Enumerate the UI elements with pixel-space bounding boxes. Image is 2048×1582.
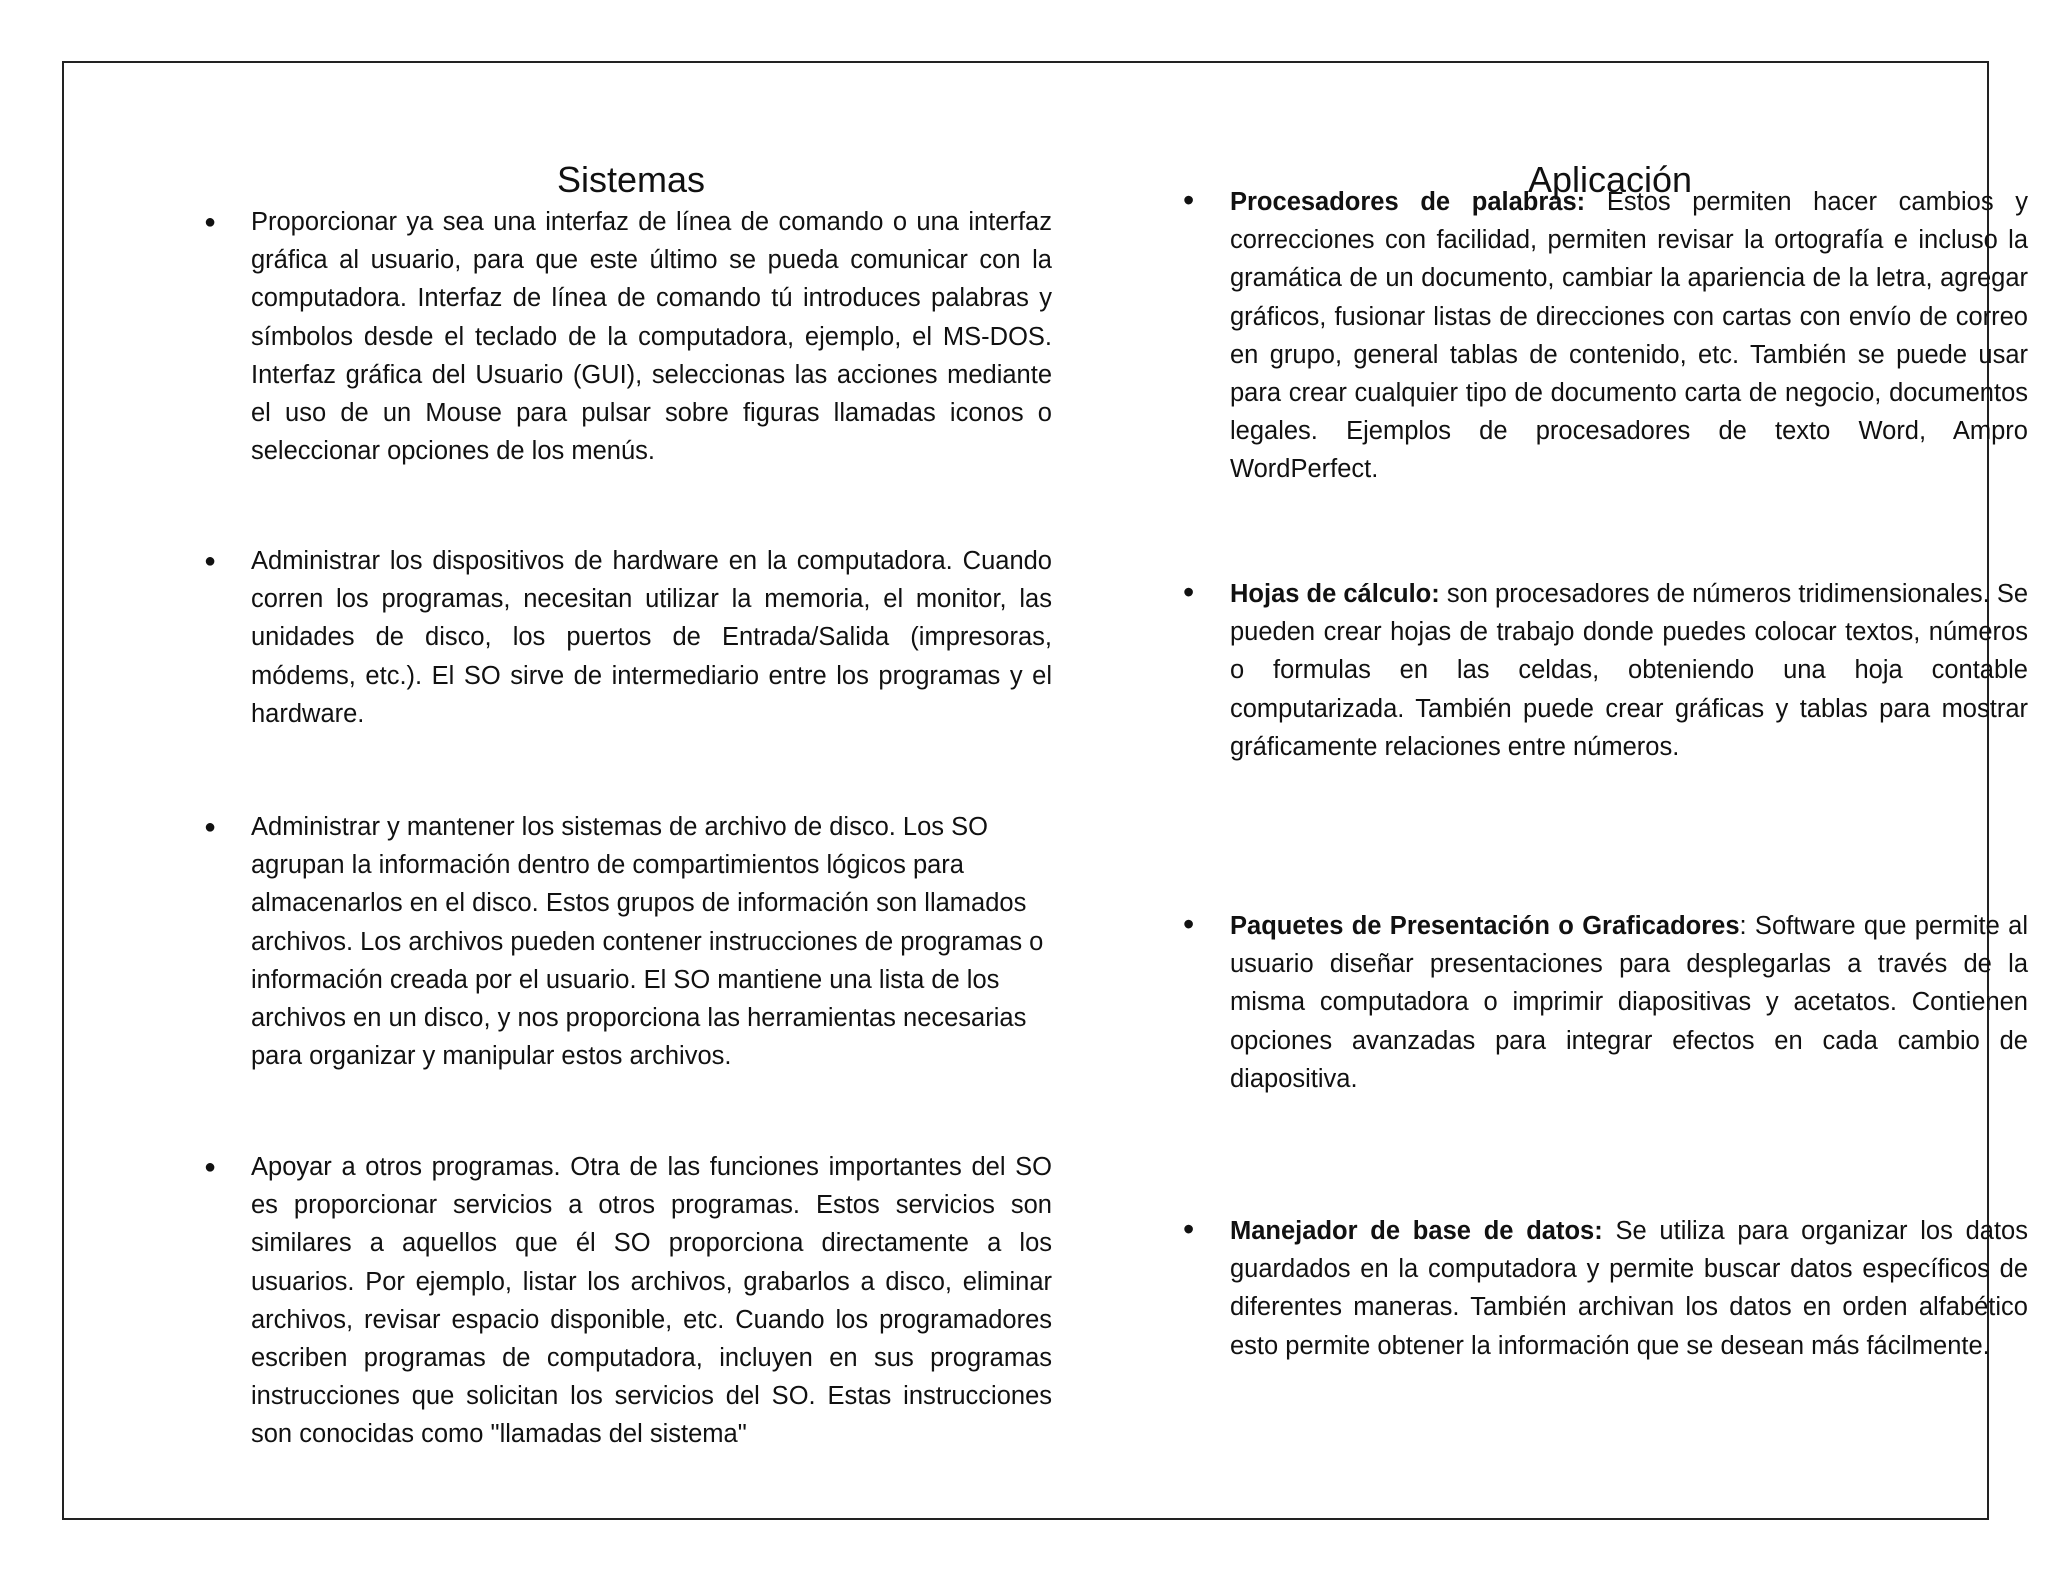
sistemas-heading: Sistemas xyxy=(556,159,706,200)
bullet-icon: ● xyxy=(204,550,217,572)
item-body: : Software que permite al usuario diseñar presentaciones para desplegarlas a través de la misma computadora o imprimir diapositivas y acetatos. Contienen opciones avanzadas para integrar efectos en cada cambio de diapositiva. xyxy=(1230,912,2028,1093)
bullet-icon: • xyxy=(1183,1211,1195,1247)
item-term: Hojas de cálculo: xyxy=(1230,580,1440,608)
item-text: Administrar y mantener los sistemas de archivo de disco. Los SO agrupan la información dentro de compartimientos lógicos para almacenarlos en el disco. Estos grupos de información son llamados archivos. Los archivos pueden contener instrucciones de programas o información creada por el usuario. El SO mantiene una lista de los archivos en un disco, y nos proporciona las herramientas necesarias para organizar y manipular estos archivos. xyxy=(251,813,1044,1071)
bullet-icon: • xyxy=(1183,574,1195,610)
item-term: Paquetes de Presentación o Graficadores xyxy=(1230,912,1740,940)
item-text xyxy=(1230,1212,2028,1365)
bullet-icon: ● xyxy=(204,1156,217,1178)
aplicacion-item-presentacion xyxy=(1112,907,2028,1098)
sistemas-item-archivos xyxy=(140,808,1052,1075)
bullet-icon: ● xyxy=(204,816,217,838)
sistemas-item-hardware xyxy=(140,542,1052,733)
bullet-icon: • xyxy=(1183,906,1195,942)
item-term: Manejador de base de datos: xyxy=(1230,1217,1603,1245)
aplicacion-item-base-datos xyxy=(1112,1212,2028,1365)
item-body: Se utiliza para organizar los datos guardados en la computadora y permite buscar datos específicos de diferentes maneras. También archivan los datos en orden alfabético esto permite obtener la información que se desean más fácilmente. xyxy=(1230,1217,2028,1360)
item-body: son procesadores de números tridimensionales. Se pueden crear hojas de trabajo donde puedes colocar textos, números o formulas en las celdas, obteniendo una hoja contable computarizada. También puede crear gráficas y tablas para mostrar gráficamente relaciones entre números. xyxy=(1230,580,2029,761)
aplicacion-heading: Aplicación xyxy=(1527,159,1693,200)
bullet-icon: ● xyxy=(204,211,217,233)
item-body: Estos permiten hacer cambios y correcciones con facilidad, permiten revisar la ortografía e incluso la gramática de un documento, cambiar la apariencia de la letra, agregar gráficos, fusionar listas de direcciones con cartas con envío de correo en grupo, general tablas de contenido, etc. También se puede usar para crear cualquier tipo de documento carta de negocio, documentos legales. Ejemplos de procesadores de texto Word, Ampro WordPerfect. xyxy=(1230,188,2029,484)
item-term: Procesadores de palabras: xyxy=(1230,188,1586,216)
sistemas-item-interfaz xyxy=(140,203,1052,470)
item-text: Apoyar a otros programas. Otra de las funciones importantes del SO es proporcionar servicios a otros programas. Estos servicios son similares a aquellos que él SO proporciona directamente a los usuarios. Por ejemplo, listar los archivos, grabarlos a disco, eliminar archivos, revisar espacio disponible, etc. Cuando los programadores escriben programas de computadora, incluyen en sus programas instrucciones que solicitan los servicios del SO. Estas instrucciones son conocidas como "llamadas del sistema" xyxy=(251,1153,1052,1449)
item-text xyxy=(1230,907,2028,1098)
bullet-icon: • xyxy=(1183,182,1195,218)
aplicacion-item-hojas xyxy=(1112,575,2028,766)
item-text: Proporcionar ya sea una interfaz de línea de comando o una interfaz gráfica al usuario, para que este último se pueda comunicar con la computadora. Interfaz de línea de comando tú introduces palabras y símbolos desde el teclado de la computadora, ejemplo, el MS-DOS. Interfaz gráfica del Usuario (GUI), seleccionas las acciones mediante el uso de un Mouse para pulsar sobre figuras llamadas iconos o seleccionar opciones de los menús. xyxy=(251,208,1052,466)
aplicacion-item-procesadores xyxy=(1112,183,2028,489)
sistemas-item-apoyo xyxy=(140,1148,1052,1454)
item-text: Administrar los dispositivos de hardware en la computadora. Cuando corren los programas, necesitan utilizar la memoria, el monitor, las unidades de disco, los puertos de Entrada/Salida (impresoras, módems, etc.). El SO sirve de intermediario entre los programas y el hardware. xyxy=(251,547,1052,728)
item-text xyxy=(1230,183,2028,489)
item-text xyxy=(1230,575,2028,766)
document-frame xyxy=(62,61,2029,1520)
